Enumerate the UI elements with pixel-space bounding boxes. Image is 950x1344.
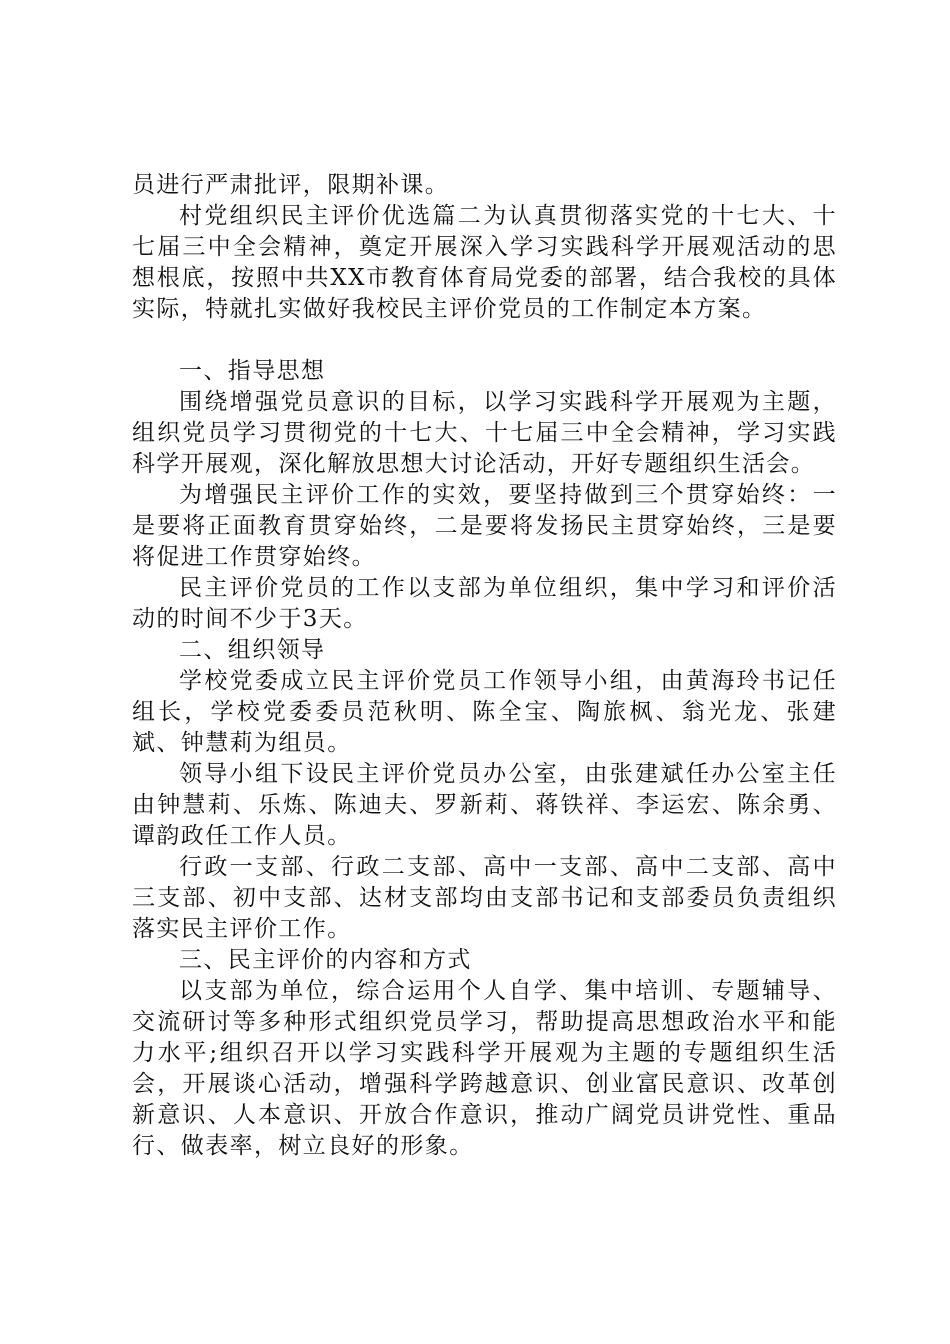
paragraph-branches: 行政一支部、行政二支部、高中一支部、高中二支部、高中三支部、初中支部、达材支部均由支部书记和支部委员负责组织落实民主评价工作。 (132, 854, 837, 942)
section-heading-content-and-method: 三、民主评价的内容和方式 (179, 947, 472, 973)
section-heading-organization-leadership: 二、组织领导 (179, 637, 326, 663)
document-body (132, 170, 837, 1162)
section-heading-guiding-ideology: 一、指导思想 (179, 358, 326, 384)
paragraph-branch-unit: 民主评价党员的工作以支部为单位组织，集中学习和评价活动的时间不少于3天。 (132, 575, 837, 632)
paragraph-continuation: 员进行严肃批评，限期补课。 (132, 172, 450, 198)
paragraph-three-throughout: 为增强民主评价工作的实效，要坚持做到三个贯穿始终：一是要将正面教育贯穿始终，二是要将发扬民主贯穿始终，三是要将促进工作贯穿始终。 (132, 482, 837, 570)
paragraph-content-and-method: 以支部为单位，综合运用个人自学、集中培训、专题辅导、交流研讨等多种形式组织党员学习，帮助提高思想政治水平和能力水平;组织召开以学习实践科学开展观为主题的专题组织生活会，开展谈心活动，增强科学跨越意识、创业富民意识、改革创新意识、人本意识、开放合作意识，推动广阔党员讲党性、重品行、做表率，树立良好的形象。 (132, 978, 837, 1159)
paragraph-office: 领导小组下设民主评价党员办公室，由张建斌任办公室主任由钟慧莉、乐炼、陈迪夫、罗新莉、蒋铁祥、李运宏、陈余勇、谭韵政任工作人员。 (132, 761, 837, 849)
paragraph-intro: 村党组织民主评价优选篇二为认真贯彻落实党的十七大、十七届三中全会精神，奠定开展深入学习实践科学开展观活动的思想根底，按照中共XX市教育体育局党委的部署，结合我校的具体实际，特就扎实做好我校民主评价党员的工作制定本方案。 (132, 203, 837, 322)
paragraph-guiding-ideology: 围绕增强党员意识的目标，以学习实践科学开展观为主题，组织党员学习贯彻党的十七大、十七届三中全会精神，学习实践科学开展观，深化解放思想大讨论活动，开好专题组织生活会。 (132, 389, 837, 477)
paragraph-leading-group: 学校党委成立民主评价党员工作领导小组，由黄海玲书记任组长，学校党委委员范秋明、陈全宝、陶旅枫、翁光龙、张建斌、钟慧莉为组员。 (132, 668, 837, 756)
